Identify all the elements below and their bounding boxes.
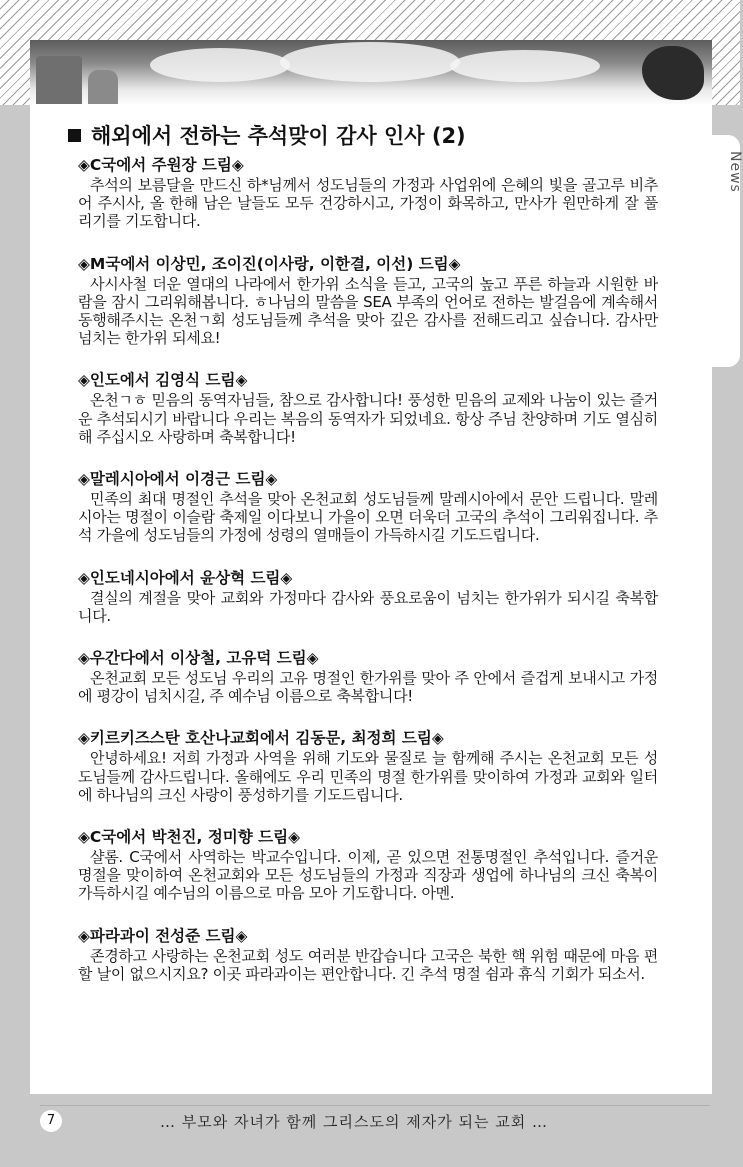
message-body: 안녕하세요! 저희 가정과 사역을 위해 기도와 물질로 늘 함께해 주시는 온천교회 모든 성도님들께 감사드립니다. 올해에도 우리 민족의 명절 한가위를 맞이하여 가정과 교회와 일터에 하나님의 크신 사랑이 풍성하기를 기도드립니다. xyxy=(78,749,658,804)
page-number: 7 xyxy=(40,1110,62,1132)
message-item xyxy=(78,469,658,545)
message-heading: ◈파라과이 전성준 드림◈ xyxy=(78,926,248,945)
message-heading: ◈인도에서 김영식 드림◈ xyxy=(78,371,248,390)
message-heading: ◈인도네시아에서 윤상혁 드림◈ xyxy=(78,568,293,587)
message-list xyxy=(78,155,658,1006)
message-body: 온천교회 모든 성도님 우리의 고유 명절인 한가위를 맞아 주 안에서 즐겁게 보내시고 가정에 평강이 넘치시길, 주 예수님 이름으로 축복합니다! xyxy=(78,669,658,706)
section-tab-news[interactable] xyxy=(712,135,743,367)
message-body: 결실의 계절을 맞아 교회와 가정마다 감사와 풍요로움이 넘치는 한가위가 되시길 축복합니다. xyxy=(78,588,658,625)
page-title-text: 해외에서 전하는 추석맞이 감사 인사 (2) xyxy=(91,124,466,148)
cloud-shape xyxy=(150,48,290,82)
message-item xyxy=(78,648,658,705)
section-tab-label: News xyxy=(727,151,743,193)
message-item xyxy=(78,926,658,983)
message-heading: ◈우간다에서 이상철, 고유덕 드림◈ xyxy=(78,649,319,668)
building-illustration xyxy=(36,56,82,106)
message-body: 추석의 보름달을 만드신 하*님께서 성도님들의 가정과 사업위에 은혜의 빛을 골고루 비추어 주시사, 올 한해 남은 날들도 모두 건강하시고, 가정이 화목하고, 만사가 원만하게 잘 풀리기를 기도합니다. xyxy=(78,176,658,231)
square-bullet-icon xyxy=(68,129,81,142)
cloud-shape xyxy=(450,50,600,82)
footer-divider xyxy=(40,1105,710,1106)
cloud-shape xyxy=(280,42,460,82)
message-body: 온천ㄱㅎ 믿음의 동역자님들, 참으로 감사합니다! 풍성한 믿음의 교제와 나눔이 있는 즐거운 추석되시기 바랍니다 우리는 복음의 동역자가 되었네요. 항상 주님 찬양하며 기도 열심히 해 주십시오 사랑하며 축복합니다! xyxy=(78,391,658,446)
message-item xyxy=(78,827,658,903)
message-item xyxy=(78,568,658,625)
message-heading: ◈키르키즈스탄 호산나교회에서 김동문, 최정희 드림◈ xyxy=(78,729,444,748)
footer-motto: … 부모와 자녀가 함께 그리스도의 제자가 되는 교회 … xyxy=(160,1113,548,1131)
message-item xyxy=(78,254,658,348)
message-body: 존경하고 사랑하는 온천교회 성도 여러분 반갑습니다 고국은 북한 핵 위험 때문에 마음 편할 날이 없으시지요? 이곳 파라과이는 편안합니다. 긴 추석 명절 쉼과 휴식 기회가 되소서. xyxy=(78,946,658,983)
message-heading: ◈M국에서 이상민, 조이진(이사랑, 이한결, 이선) 드림◈ xyxy=(78,254,461,273)
message-heading: ◈C국에서 주원장 드림◈ xyxy=(78,156,244,174)
message-item xyxy=(78,728,658,804)
message-heading: ◈말레시아에서 이경근 드림◈ xyxy=(78,470,278,489)
message-heading: ◈C국에서 박천진, 정미향 드림◈ xyxy=(78,828,300,847)
building-illustration xyxy=(88,70,118,106)
message-item xyxy=(78,370,658,446)
message-body: 샬롬. C국에서 사역하는 박교수입니다. 이제, 곧 있으면 전통명절인 추석입니다. 즐거운 명절을 맞이하여 온천교회와 모든 성도님들의 가정과 직장과 생업에 하나님의 크신 축복이 가득하시길 예수님의 이름으로 마음 모아 기도합니다. 아멘. xyxy=(78,848,658,903)
message-body: 사시사철 더운 열대의 나라에서 한가위 소식을 듣고, 고국의 높고 푸른 하늘과 시원한 바람을 잠시 그리워해봅니다. ㅎ나님의 말씀을 SEA 부족의 언어로 전하는 발걸음에 계속해서 동행해주시는 온천ㄱ회 성도님들께 추석을 맞아 깊은 감사를 전해드리고 싶습니다. 감사만 넘치는 한가위 되세요! xyxy=(78,274,658,348)
page-title xyxy=(68,120,466,150)
message-body: 민족의 최대 명절인 추석을 맞아 온천교회 성도님들께 말레시아에서 문안 드립니다. 말레시아는 명절이 이슬람 축제일 이다보니 가을이 오면 더욱더 고국의 추석이 그리워집니다. 추석 가을에 성도님들의 가정에 성령의 열매들이 가득하시길 기도드립니다. xyxy=(78,490,658,545)
header-banner-image xyxy=(30,40,712,106)
message-item xyxy=(78,155,658,231)
globe-illustration xyxy=(642,46,704,100)
